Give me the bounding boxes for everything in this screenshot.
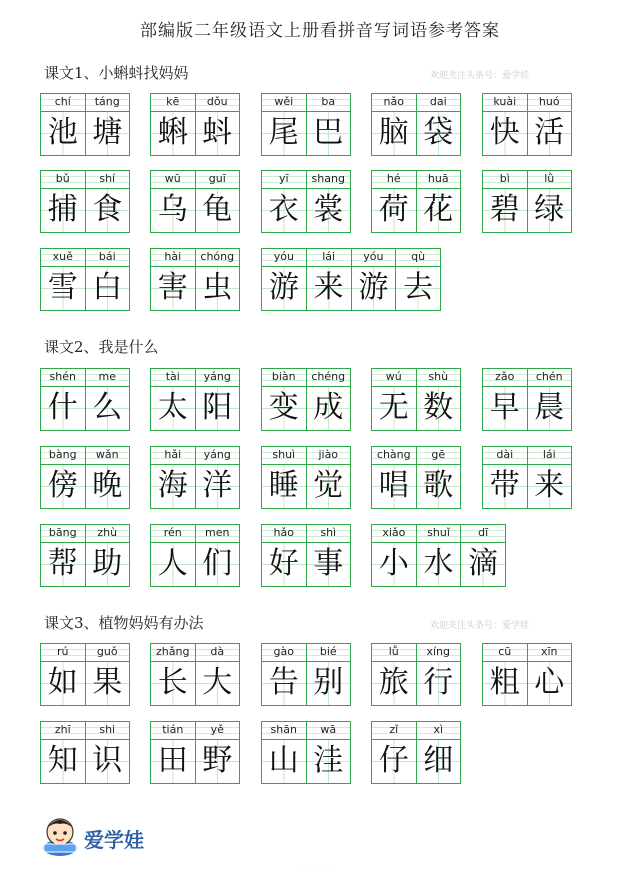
- pinyin-row: [371, 170, 461, 188]
- hanzi-character: 粗: [483, 662, 527, 705]
- character-row: [371, 188, 461, 233]
- character-row: [40, 464, 130, 509]
- pinyin-row: [40, 446, 130, 464]
- pinyin-row: [482, 446, 572, 464]
- hanzi-character: 什: [41, 387, 85, 430]
- character-row: [371, 661, 461, 706]
- pinyin-syllable: wā: [306, 722, 351, 739]
- pinyin-syllable: hǎi: [151, 447, 195, 464]
- hanzi-character: 数: [416, 387, 461, 430]
- hanzi-character: 晚: [85, 465, 130, 508]
- hanzi-character: 旅: [372, 662, 416, 705]
- character-row: [40, 266, 130, 311]
- pinyin-syllable: hǎo: [262, 525, 306, 542]
- hanzi-character: 事: [306, 543, 351, 586]
- pinyin-row: [261, 248, 441, 266]
- character-row: [261, 266, 441, 311]
- word-box: [40, 721, 130, 787]
- hanzi-character: 水: [416, 543, 461, 586]
- hanzi-character: 太: [151, 387, 195, 430]
- hanzi-character: 活: [527, 112, 572, 155]
- hanzi-character: 游: [351, 267, 396, 310]
- hanzi-character: 野: [195, 740, 240, 783]
- pinyin-row: [482, 93, 572, 111]
- pinyin-syllable: gào: [262, 644, 306, 661]
- pinyin-syllable: bái: [85, 249, 130, 266]
- character-row: [150, 542, 240, 587]
- character-row: [150, 188, 240, 233]
- pinyin-syllable: chén: [527, 369, 572, 386]
- hanzi-character: 睡: [262, 465, 306, 508]
- pinyin-syllable: xīn: [527, 644, 572, 661]
- character-row: [371, 386, 461, 431]
- pinyin-syllable: yī: [262, 171, 306, 188]
- character-row: [150, 111, 240, 156]
- hanzi-character: 们: [195, 543, 240, 586]
- pinyin-row: [150, 170, 240, 188]
- word-box: [40, 524, 130, 590]
- pinyin-row: [482, 643, 572, 661]
- pinyin-syllable: shān: [262, 722, 306, 739]
- pinyin-syllable: dà: [195, 644, 240, 661]
- mascot-icon: [40, 814, 84, 858]
- watermark-3: 欢迎关注头条号：爱学娃: [430, 621, 530, 631]
- pinyin-syllable: yě: [195, 722, 240, 739]
- hanzi-character: 别: [306, 662, 351, 705]
- pinyin-syllable: xíng: [416, 644, 461, 661]
- character-row: [482, 386, 572, 431]
- word-box: [261, 93, 351, 159]
- pinyin-syllable: huā: [416, 171, 461, 188]
- pinyin-syllable: shi: [85, 722, 130, 739]
- pinyin-syllable: zhù: [85, 525, 130, 542]
- character-row: [150, 739, 240, 784]
- hanzi-character: 细: [416, 740, 461, 783]
- character-row: [261, 739, 351, 784]
- hanzi-character: 虫: [195, 267, 240, 310]
- pinyin-syllable: chàng: [372, 447, 416, 464]
- pinyin-row: [150, 721, 240, 739]
- hanzi-character: 山: [262, 740, 306, 783]
- hanzi-character: 人: [151, 543, 195, 586]
- pinyin-row: [150, 93, 240, 111]
- hanzi-character: 花: [416, 189, 461, 232]
- logo-text: 爱学娃: [84, 828, 144, 852]
- hanzi-character: 荷: [372, 189, 416, 232]
- character-row: [150, 386, 240, 431]
- hanzi-character: 心: [527, 662, 572, 705]
- pinyin-syllable: xiǎo: [372, 525, 416, 542]
- pinyin-row: [150, 368, 240, 386]
- word-box: [261, 721, 351, 787]
- hanzi-character: 好: [262, 543, 306, 586]
- character-row: [261, 111, 351, 156]
- pinyin-row: [482, 368, 572, 386]
- word-box: [371, 721, 461, 787]
- pinyin-syllable: chí: [41, 94, 85, 111]
- page-title: 部编版二年级语文上册看拼音写词语参考答案: [140, 21, 500, 41]
- pinyin-syllable: shuǐ: [416, 525, 461, 542]
- hanzi-character: 成: [306, 387, 351, 430]
- character-row: [371, 111, 461, 156]
- pinyin-row: [261, 524, 351, 542]
- pinyin-syllable: kuài: [483, 94, 527, 111]
- hanzi-character: 么: [85, 387, 130, 430]
- pinyin-syllable: bì: [483, 171, 527, 188]
- hanzi-character: 雪: [41, 267, 85, 310]
- pinyin-syllable: wěi: [262, 94, 306, 111]
- pinyin-syllable: nǎo: [372, 94, 416, 111]
- character-row: [40, 188, 130, 233]
- hanzi-character: 洼: [306, 740, 351, 783]
- pinyin-syllable: hài: [151, 249, 195, 266]
- character-row: [261, 188, 351, 233]
- pinyin-syllable: zhǎng: [151, 644, 195, 661]
- hanzi-character: 小: [372, 543, 416, 586]
- pinyin-row: [40, 643, 130, 661]
- character-row: [40, 739, 130, 784]
- pinyin-syllable: cū: [483, 644, 527, 661]
- pinyin-row: [371, 524, 506, 542]
- pinyin-syllable: rú: [41, 644, 85, 661]
- character-row: [371, 739, 461, 784]
- word-box: [150, 93, 240, 159]
- hanzi-character: 知: [41, 740, 85, 783]
- hanzi-character: 变: [262, 387, 306, 430]
- hanzi-character: 去: [395, 267, 440, 310]
- word-box: [371, 170, 461, 236]
- hanzi-character: 尾: [262, 112, 306, 155]
- hanzi-character: 觉: [306, 465, 351, 508]
- pinyin-row: [40, 368, 130, 386]
- character-row: [261, 464, 351, 509]
- pinyin-syllable: bǔ: [41, 171, 85, 188]
- character-row: [40, 542, 130, 587]
- hanzi-character: 带: [483, 465, 527, 508]
- character-row: [482, 188, 572, 233]
- hanzi-character: 仔: [372, 740, 416, 783]
- character-row: [482, 464, 572, 509]
- pinyin-row: [150, 643, 240, 661]
- section-title-1: 课文1、小蝌蚪找妈妈: [44, 64, 189, 82]
- character-row: [261, 661, 351, 706]
- word-box: [482, 368, 572, 434]
- pinyin-syllable: táng: [85, 94, 130, 111]
- pinyin-syllable: shuì: [262, 447, 306, 464]
- pinyin-syllable: zhī: [41, 722, 85, 739]
- character-row: [40, 661, 130, 706]
- pinyin-syllable: xuě: [41, 249, 85, 266]
- word-box: [150, 368, 240, 434]
- pinyin-syllable: shù: [416, 369, 461, 386]
- hanzi-character: 傍: [41, 465, 85, 508]
- pinyin-syllable: jiào: [306, 447, 351, 464]
- hanzi-character: 果: [85, 662, 130, 705]
- pinyin-syllable: shì: [306, 525, 351, 542]
- word-box: [261, 368, 351, 434]
- word-box: [150, 446, 240, 512]
- word-box: [371, 368, 461, 434]
- pinyin-syllable: lǜ: [527, 171, 572, 188]
- pinyin-syllable: bàng: [41, 447, 85, 464]
- pinyin-row: [261, 446, 351, 464]
- pinyin-syllable: qù: [395, 249, 440, 266]
- hanzi-character: 池: [41, 112, 85, 155]
- pinyin-syllable: ba: [306, 94, 351, 111]
- pinyin-syllable: lái: [306, 249, 351, 266]
- hanzi-character: 大: [195, 662, 240, 705]
- pinyin-syllable: shí: [85, 171, 130, 188]
- pinyin-row: [40, 721, 130, 739]
- word-box: [371, 524, 506, 590]
- hanzi-character: 白: [85, 267, 130, 310]
- pinyin-row: [371, 446, 461, 464]
- pinyin-row: [261, 721, 351, 739]
- character-row: [261, 386, 351, 431]
- word-box: [150, 524, 240, 590]
- pinyin-syllable: wū: [151, 171, 195, 188]
- hanzi-character: 滴: [460, 543, 505, 586]
- hanzi-character: 行: [416, 662, 461, 705]
- hanzi-character: 阳: [195, 387, 240, 430]
- word-box: [40, 368, 130, 434]
- word-box: [482, 170, 572, 236]
- pinyin-syllable: wǎn: [85, 447, 130, 464]
- hanzi-character: 告: [262, 662, 306, 705]
- pinyin-syllable: me: [85, 369, 130, 386]
- word-box: [371, 93, 461, 159]
- pinyin-row: [482, 170, 572, 188]
- hanzi-character: 蝌: [151, 112, 195, 155]
- pinyin-row: [150, 248, 240, 266]
- character-row: [40, 111, 130, 156]
- pinyin-syllable: huó: [527, 94, 572, 111]
- pinyin-syllable: xì: [416, 722, 461, 739]
- pinyin-syllable: zǎo: [483, 369, 527, 386]
- pinyin-row: [40, 524, 130, 542]
- pinyin-row: [371, 721, 461, 739]
- pinyin-syllable: dǒu: [195, 94, 240, 111]
- word-box: [261, 170, 351, 236]
- hanzi-character: 食: [85, 189, 130, 232]
- pinyin-syllable: biàn: [262, 369, 306, 386]
- pinyin-row: [371, 368, 461, 386]
- hanzi-character: 帮: [41, 543, 85, 586]
- pinyin-row: [371, 643, 461, 661]
- hanzi-character: 捕: [41, 189, 85, 232]
- word-box: [261, 446, 351, 512]
- pinyin-row: [371, 93, 461, 111]
- pinyin-syllable: tài: [151, 369, 195, 386]
- word-box: [150, 248, 240, 314]
- pinyin-syllable: rén: [151, 525, 195, 542]
- pinyin-syllable: dài: [483, 447, 527, 464]
- hanzi-character: 早: [483, 387, 527, 430]
- word-box: [261, 524, 351, 590]
- pinyin-row: [261, 368, 351, 386]
- hanzi-character: 长: [151, 662, 195, 705]
- section-title-2: 课文2、我是什么: [44, 338, 159, 356]
- word-box: [40, 93, 130, 159]
- pinyin-syllable: bāng: [41, 525, 85, 542]
- word-box: [482, 446, 572, 512]
- pinyin-row: [150, 524, 240, 542]
- word-box: [482, 643, 572, 709]
- pinyin-syllable: shang: [306, 171, 351, 188]
- hanzi-character: 快: [483, 112, 527, 155]
- hanzi-character: 脑: [372, 112, 416, 155]
- hanzi-character: 无: [372, 387, 416, 430]
- footer-divider: · · · · · · · · · ·: [300, 868, 337, 875]
- hanzi-character: 巴: [306, 112, 351, 155]
- word-box: [150, 721, 240, 787]
- hanzi-character: 识: [85, 740, 130, 783]
- hanzi-character: 塘: [85, 112, 130, 155]
- word-box: [150, 170, 240, 236]
- character-row: [150, 661, 240, 706]
- hanzi-character: 海: [151, 465, 195, 508]
- section-title-3: 课文3、植物妈妈有办法: [44, 614, 204, 632]
- word-box: [40, 643, 130, 709]
- hanzi-character: 袋: [416, 112, 461, 155]
- pinyin-syllable: shén: [41, 369, 85, 386]
- word-box: [40, 248, 130, 314]
- pinyin-row: [150, 446, 240, 464]
- logo: [40, 814, 180, 858]
- pinyin-row: [40, 93, 130, 111]
- pinyin-row: [40, 170, 130, 188]
- word-box: [40, 170, 130, 236]
- hanzi-character: 裳: [306, 189, 351, 232]
- pinyin-syllable: hé: [372, 171, 416, 188]
- pinyin-syllable: gē: [416, 447, 461, 464]
- pinyin-syllable: lǚ: [372, 644, 416, 661]
- pinyin-syllable: yáng: [195, 447, 240, 464]
- pinyin-syllable: wú: [372, 369, 416, 386]
- word-box: [261, 248, 441, 314]
- hanzi-character: 衣: [262, 189, 306, 232]
- pinyin-row: [261, 170, 351, 188]
- hanzi-character: 助: [85, 543, 130, 586]
- hanzi-character: 晨: [527, 387, 572, 430]
- character-row: [261, 542, 351, 587]
- pinyin-syllable: zǐ: [372, 722, 416, 739]
- character-row: [40, 386, 130, 431]
- pinyin-syllable: men: [195, 525, 240, 542]
- character-row: [150, 464, 240, 509]
- hanzi-character: 游: [262, 267, 306, 310]
- hanzi-character: 害: [151, 267, 195, 310]
- word-box: [371, 643, 461, 709]
- hanzi-character: 歌: [416, 465, 461, 508]
- pinyin-row: [261, 93, 351, 111]
- pinyin-row: [40, 248, 130, 266]
- pinyin-syllable: lái: [527, 447, 572, 464]
- word-box: [371, 446, 461, 512]
- hanzi-character: 龟: [195, 189, 240, 232]
- character-row: [482, 661, 572, 706]
- character-row: [150, 266, 240, 311]
- word-box: [261, 643, 351, 709]
- pinyin-syllable: yáng: [195, 369, 240, 386]
- pinyin-syllable: dī: [460, 525, 505, 542]
- character-row: [482, 111, 572, 156]
- word-box: [40, 446, 130, 512]
- pinyin-syllable: tián: [151, 722, 195, 739]
- hanzi-character: 绿: [527, 189, 572, 232]
- pinyin-syllable: guī: [195, 171, 240, 188]
- hanzi-character: 蚪: [195, 112, 240, 155]
- pinyin-syllable: chéng: [306, 369, 351, 386]
- hanzi-character: 唱: [372, 465, 416, 508]
- pinyin-syllable: chóng: [195, 249, 240, 266]
- pinyin-row: [261, 643, 351, 661]
- hanzi-character: 来: [306, 267, 351, 310]
- hanzi-character: 碧: [483, 189, 527, 232]
- character-row: [371, 542, 506, 587]
- character-row: [371, 464, 461, 509]
- watermark-1: 欢迎关注头条号：爱学娃: [430, 71, 530, 81]
- hanzi-character: 田: [151, 740, 195, 783]
- pinyin-syllable: bié: [306, 644, 351, 661]
- hanzi-character: 如: [41, 662, 85, 705]
- pinyin-syllable: guǒ: [85, 644, 130, 661]
- hanzi-character: 来: [527, 465, 572, 508]
- pinyin-syllable: kē: [151, 94, 195, 111]
- hanzi-character: 乌: [151, 189, 195, 232]
- pinyin-syllable: yóu: [262, 249, 306, 266]
- pinyin-syllable: dai: [416, 94, 461, 111]
- hanzi-character: 洋: [195, 465, 240, 508]
- word-box: [482, 93, 572, 159]
- pinyin-syllable: yóu: [351, 249, 396, 266]
- word-box: [150, 643, 240, 709]
